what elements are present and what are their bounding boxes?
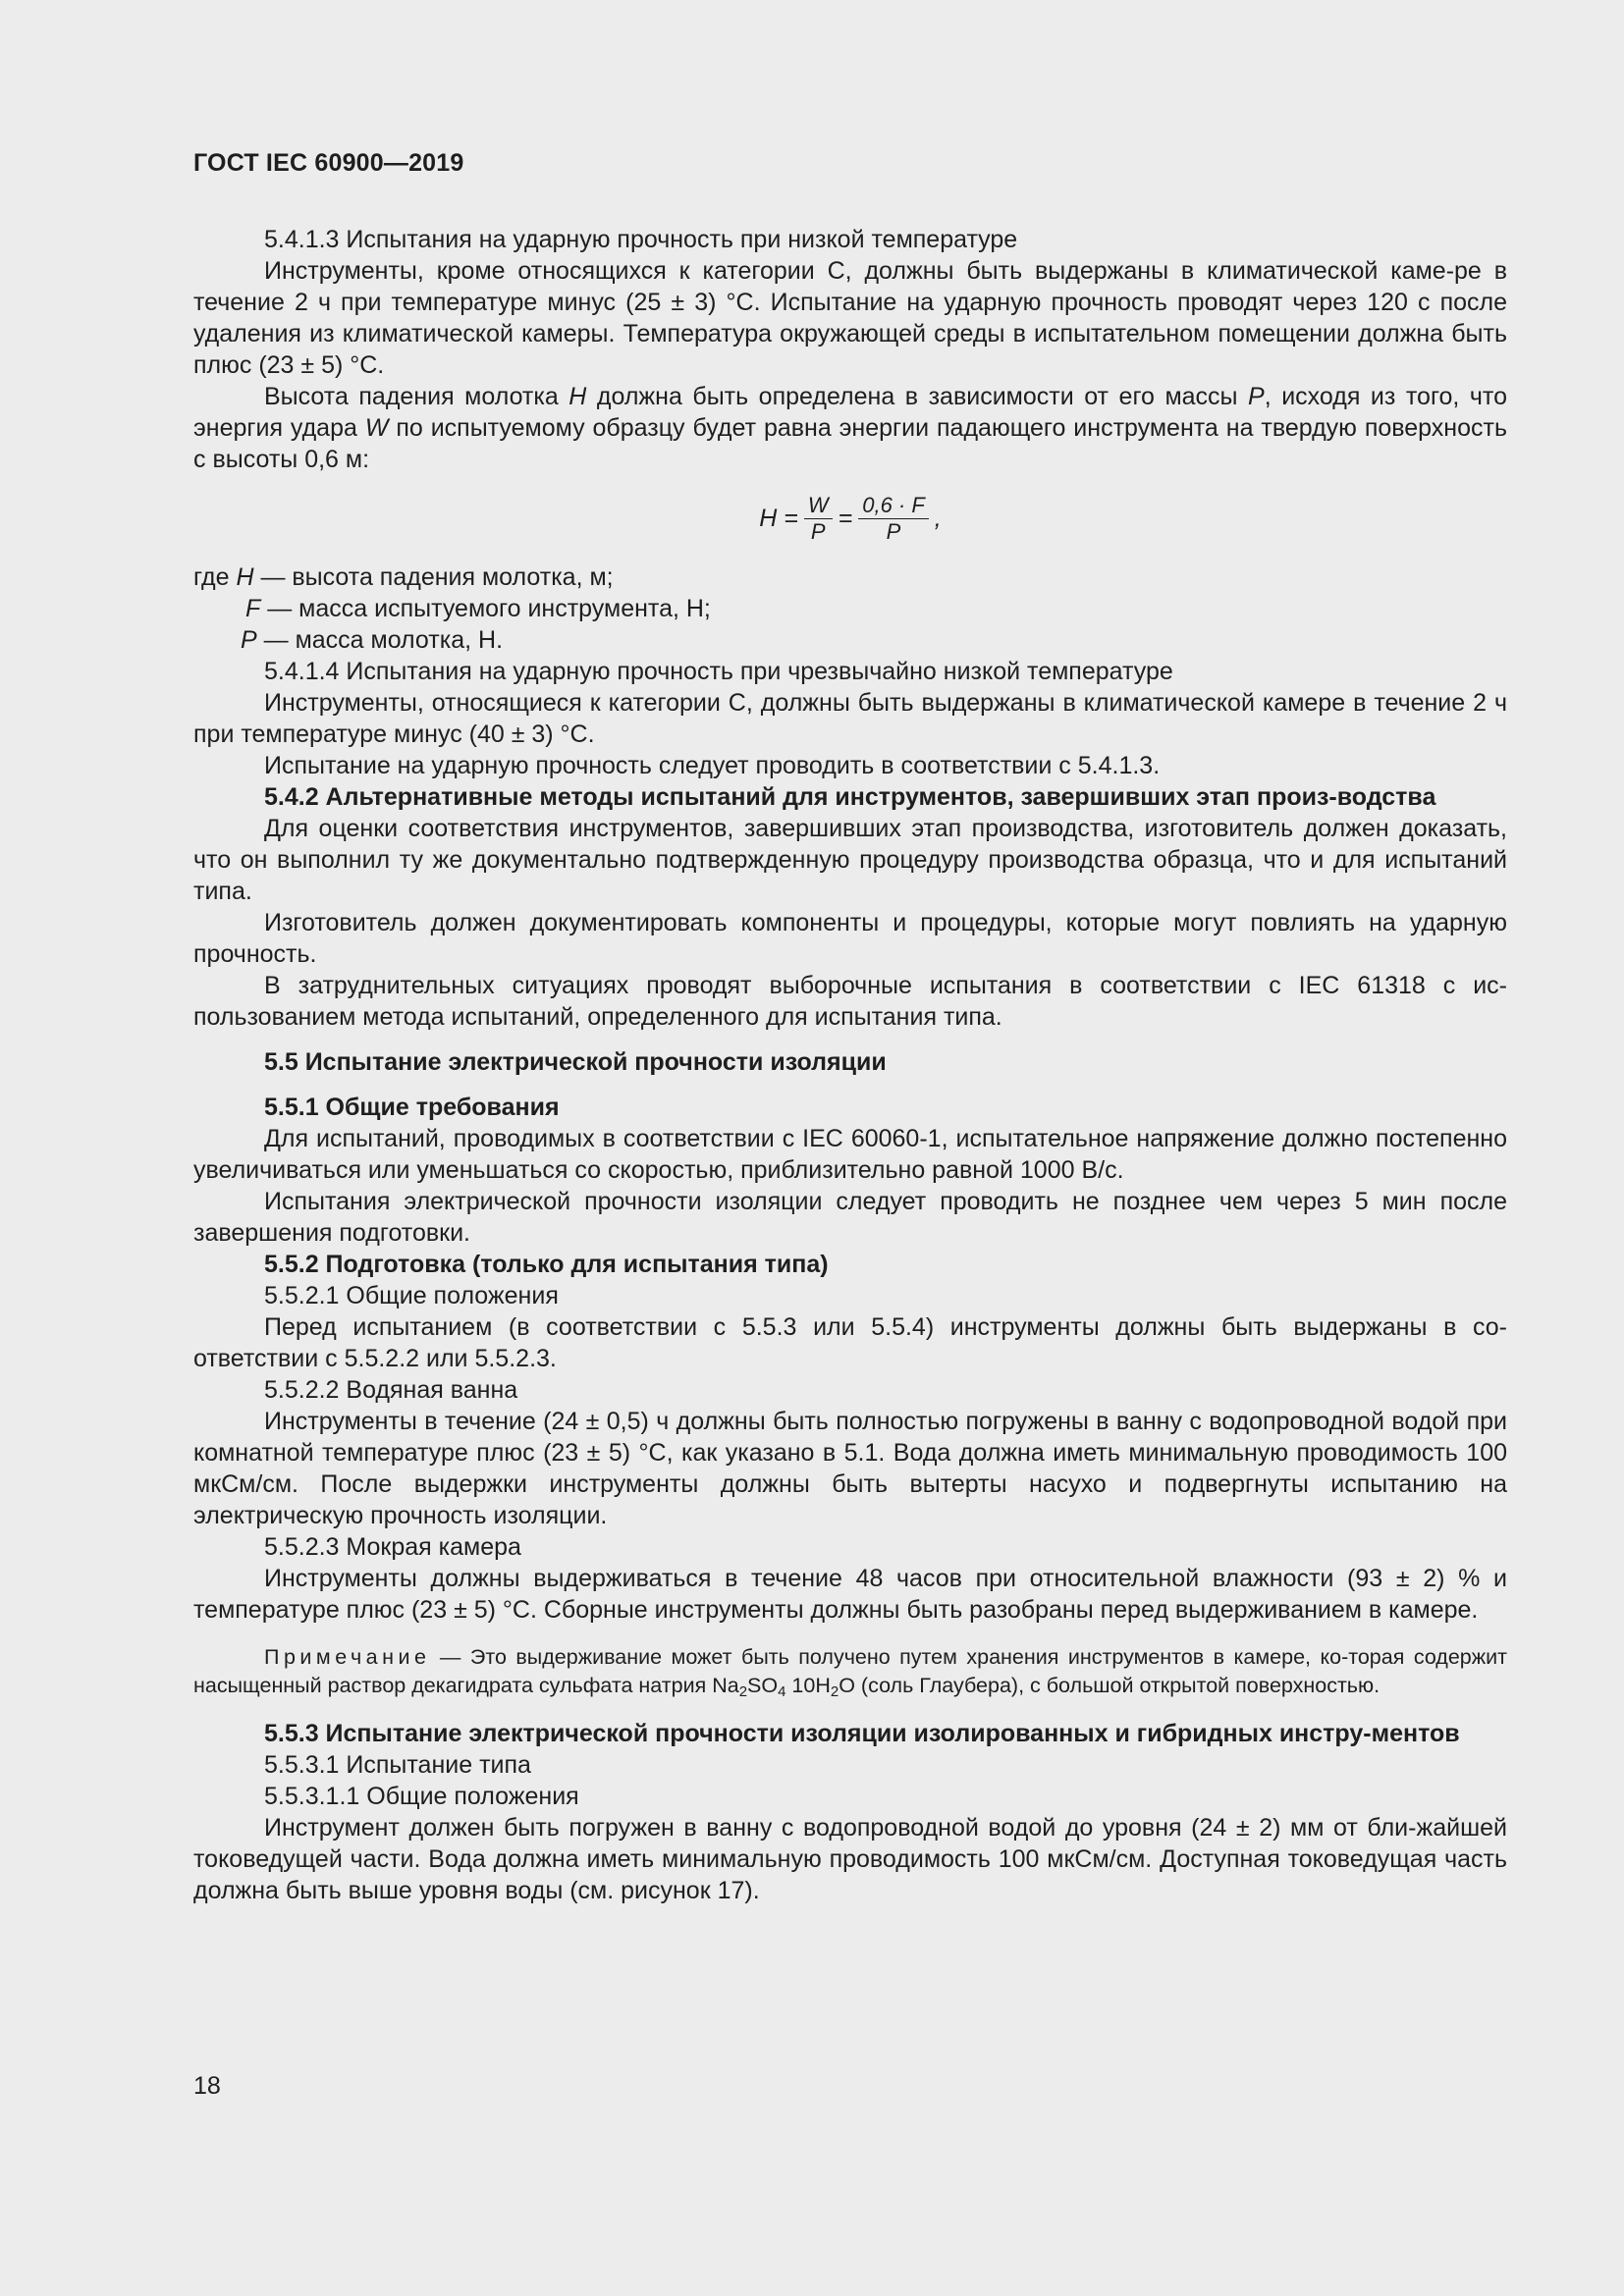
page-content [193,224,1507,1906]
paragraph: Инструменты должны выдерживаться в течение 48 часов при относительной влажности (93 ± 2) % и температуре плюс (23 ± 5) °С. Сборные инструменты должны быть разобраны перед выдерживанием в камере. [193,1565,1507,1624]
note: Примечание — Это выдерживание может быть получено путем хранения инструментов в камере, ко-торая содержит насыщенный раствор декагидрата сульфата натрия $Na_2SO_4$ $10H_2O$ (соль Глаубера), с большой открытой поверхностью. [193,1645,1507,1700]
paragraph: Инструменты в течение (24 ± 0,5) ч должны быть полностью погружены в ванну с водопроводной водой при комнатной температуре плюс (23 ± 5) °С, как указано в 5.1. Вода должна иметь минимальную проводимость 100 мкСм/см. После выдержки инструменты должны быть вытерты насухо и подвергнуты испытанию на электрическую прочность изоляции. [193,1408,1507,1529]
section-5-5-heading: 5.5 Испытание электрической прочности изоляции [264,1048,887,1076]
legend-item: P — масса молотка, Н. [241,626,504,654]
clause-5-5-2-3-title: 5.5.2.3 Мокрая камера [264,1533,521,1561]
paragraph: Для оценки соответствия инструментов, завершивших этап производства, изготовитель должен доказать, что он выполнил ту же документально подтвержденную процедуру производства образца, что и для испытаний типа. [193,815,1507,905]
document-header: ГОСТ IEC 60900—2019 [193,149,464,177]
page-number: 18 [193,2072,221,2100]
paragraph: Испытания электрической прочности изоляции следует проводить не позднее чем через 5 мин после завершения подготовки. [193,1188,1507,1247]
clause-5-4-1-3-title: 5.4.1.3 Испытания на ударную прочность при низкой температуре [264,226,1018,253]
clause-5-5-2-2-title: 5.5.2.2 Водяная ванна [264,1376,518,1404]
legend-item: где H — высота падения молотка, м; [193,563,614,591]
clause-5-5-2-heading: 5.5.2 Подготовка (только для испытания типа) [264,1251,829,1278]
formula-tail: , [934,505,942,532]
paragraph: Инструменты, кроме относящихся к категории С, должны быть выдержаны в климатической каме-ре в течение 2 ч при температуре минус (25 ± 3) °С. Испытание на ударную прочность проводят через 120 с после удаления из климатической камеры. Температура окружающей среды в испытательном помещении должна быть плюс (23 ± 5) °С. [193,257,1507,379]
paragraph: Для испытаний, проводимых в соответствии с IEC 60060-1, испытательное напряжение должно постепенно увеличиваться или уменьшаться со скоростью, приблизительно равной 1000 В/с. [193,1125,1507,1184]
paragraph: В затруднительных ситуациях проводят выборочные испытания в соответствии с IEC 61318 с ис-пользованием метода испытаний, определенного для испытания типа. [193,972,1507,1031]
formula-lhs: H = [759,505,798,532]
note-label: Примечание [264,1645,431,1669]
formula-fraction-w-p: $\frac{W}{P}$ [804,493,833,545]
formula-fraction-f-p: $\frac{0,6 \cdot F}{P}$ [858,493,929,545]
clause-5-5-1-heading: 5.5.1 Общие требования [264,1094,560,1121]
paragraph: Инструменты, относящиеся к категории С, должны быть выдержаны в климатической камере в течение 2 ч при температуре минус (40 ± 3) °С. [193,689,1507,748]
clause-5-5-3-1-title: 5.5.3.1 Испытание типа [264,1751,531,1779]
paragraph: Испытание на ударную прочность следует проводить в соответствии с 5.4.1.3. [264,752,1161,779]
legend-item: F — масса испытуемого инструмента, Н; [245,595,711,622]
paragraph: Инструмент должен быть погружен в ванну с водопроводной водой до уровня (24 ± 2) мм от бли-жайшей токоведущей части. Вода должна иметь минимальную проводимость 100 мкСм/см. Доступная токоведущая часть должна быть выше уровня воды (см. рисунок 17). [193,1814,1507,1904]
clause-5-5-3-heading: 5.5.3 Испытание электрической прочности изоляции изолированных и гибридных инстру-ментов [264,1720,1460,1747]
formula-legend [193,561,1507,656]
drop-height-formula [193,485,1507,552]
clause-5-4-2-heading: 5.4.2 Альтернативные методы испытаний для инструментов, завершивших этап произ-водства [264,783,1436,811]
paragraph: Высота падения молотка H должна быть определена в зависимости от его массы P, исходя из того, что энергия удара W по испытуемому образцу будет равна энергии падающего инструмента на твердую поверхность с высоты 0,6 м: [193,383,1507,473]
paragraph: Перед испытанием (в соответствии с 5.5.3 или 5.5.4) инструменты должны быть выдержаны в со-ответствии с 5.5.2.2 или 5.5.2.3. [193,1313,1507,1372]
clause-5-4-1-4-title: 5.4.1.4 Испытания на ударную прочность при чрезвычайно низкой температуре [264,658,1173,685]
formula-equals: = [838,505,853,532]
clause-5-5-2-1-title: 5.5.2.1 Общие положения [264,1282,559,1309]
paragraph: Изготовитель должен документировать компоненты и процедуры, которые могут повлиять на ударную прочность. [193,909,1507,968]
clause-5-5-3-1-1-title: 5.5.3.1.1 Общие положения [264,1783,579,1810]
